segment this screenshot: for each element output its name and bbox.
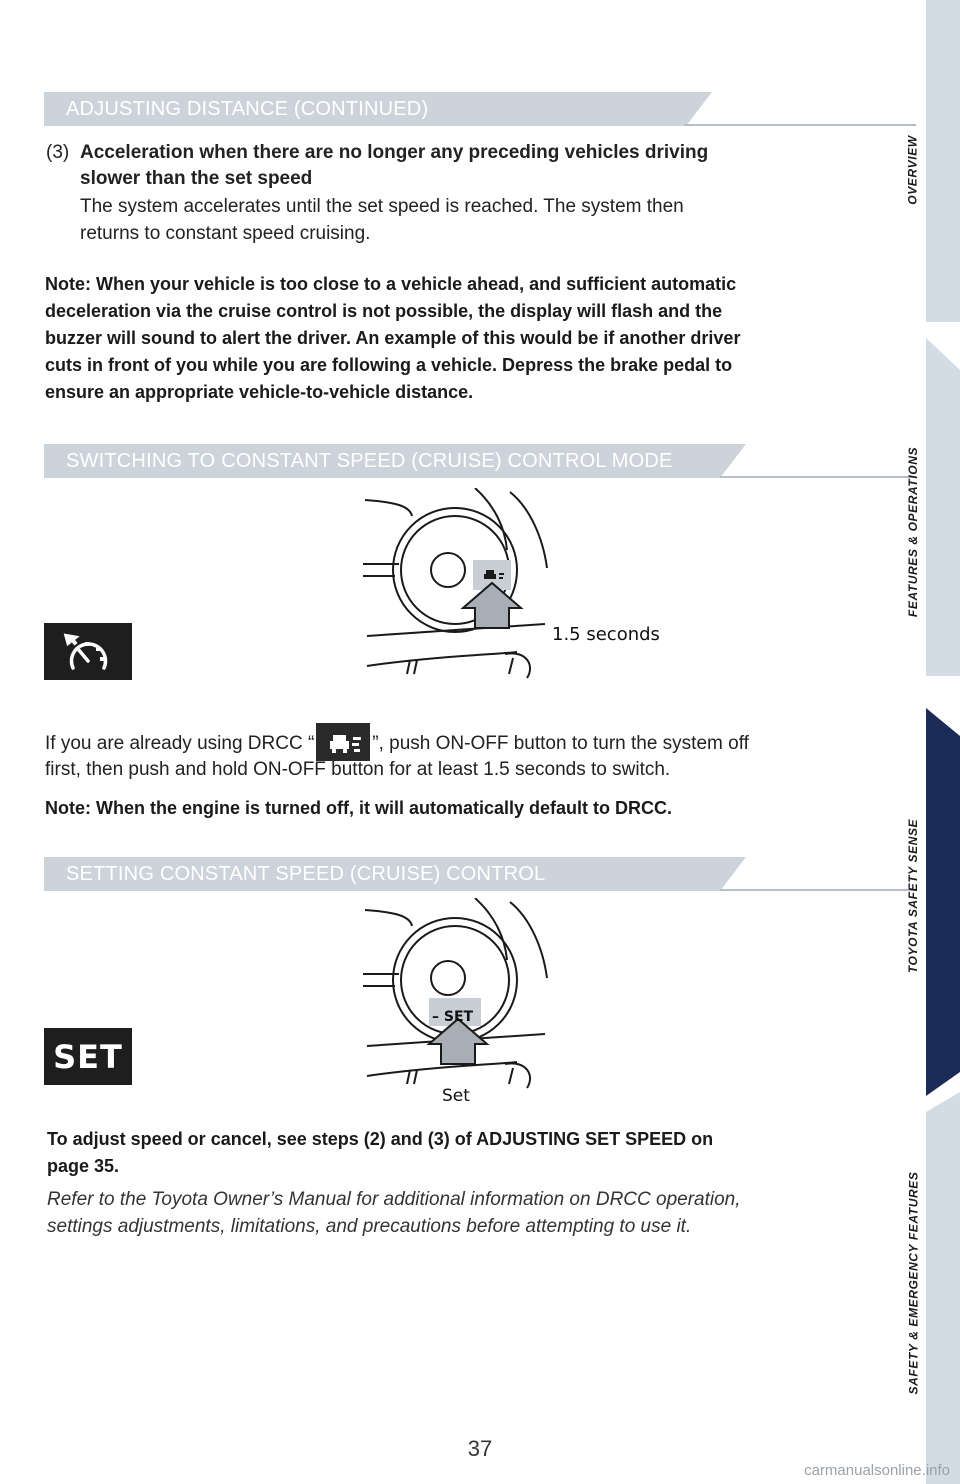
note-line5: ensure an appropriate vehicle-to-vehicle distance. [45,382,474,402]
constant-speed-cruise-icon [44,623,132,680]
switching-text-before: If you are already using DRCC “ [45,733,315,754]
switching-note: Note: When the engine is turned off, it will automatically default to DRCC. [45,798,673,818]
section-title: SWITCHING TO CONSTANT SPEED (CRUISE) CONTROL MODE [66,450,673,472]
sidebar-item-toyota-safety-sense[interactable] [893,818,933,974]
sidebar-item-label: SAFETY & EMERGENCY FEATURES [906,1171,920,1395]
sidebar-item-label: OVERVIEW [906,135,921,205]
header-rule [720,476,916,478]
adjust-note-line1: To adjust speed or cancel, see steps (2) and (3) of ADJUSTING SET SPEED on [47,1129,714,1149]
sidebar-item-overview[interactable] [893,135,933,205]
tab-features-shape[interactable] [926,338,960,676]
switching-text-line2: first, then push and hold ON-OFF button for at least 1.5 seconds to switch. [45,759,671,780]
adjust-note-line2: page 35. [47,1156,120,1176]
sidebar-item-label: FEATURES & OPERATIONS [906,446,921,618]
header-rule [684,124,916,126]
step-number: (3) [46,142,70,163]
page-number: 37 [467,1436,493,1461]
refer-line1: Refer to the Toyota Owner’s Manual for additional information on DRCC operation, [47,1189,741,1210]
step-body-line1: The system accelerates until the set speed is reached. The system then [80,196,684,217]
note-line2: deceleration via the cruise control is not possible, the display will flash and the [45,301,723,321]
refer-line2: settings adjustments, limitations, and precautions before attempting to use it. [47,1216,692,1237]
section-title: ADJUSTING DISTANCE (CONTINUED) [66,98,429,120]
set-switch-illustration [355,898,675,1098]
step-heading-line1: Acceleration when there are no longer any preceding vehicles driving [80,142,709,163]
note-line1: Note: When your vehicle is too close to a vehicle ahead, and sufficient automatic [45,274,737,294]
note-line3: buzzer will sound to alert the driver. An example of this would be if another driver [45,328,741,348]
switching-text-after: ”, push ON-OFF button to turn the system off [372,733,749,754]
section-title: SETTING CONSTANT SPEED (CRUISE) CONTROL [66,863,546,885]
watermark: carmanualsonline.info [804,1462,950,1479]
set-icon [44,1028,132,1085]
drcc-inline-icon [316,723,370,761]
hold-duration-callout: 1.5 seconds [552,624,660,645]
switching-text-line1 [45,723,749,761]
set-switch-label: – SET [432,1009,474,1025]
note-line4: cuts in front of you while you are following a vehicle. Depress the brake pedal to [45,355,733,375]
sidebar-item-label: TOYOTA SAFETY SENSE [906,818,921,974]
header-rule [720,889,916,891]
sidebar-item-features-operations[interactable] [893,446,933,618]
set-icon-label: SET [53,1037,123,1076]
steering-switch-illustration [355,488,675,688]
step-body-line2: returns to constant speed cruising. [80,223,371,244]
sidebar-tabs [926,0,960,1484]
set-callout: Set [442,1086,470,1106]
sidebar-item-safety-emergency[interactable] [893,1171,933,1395]
step-heading-line2: slower than the set speed [80,168,313,189]
